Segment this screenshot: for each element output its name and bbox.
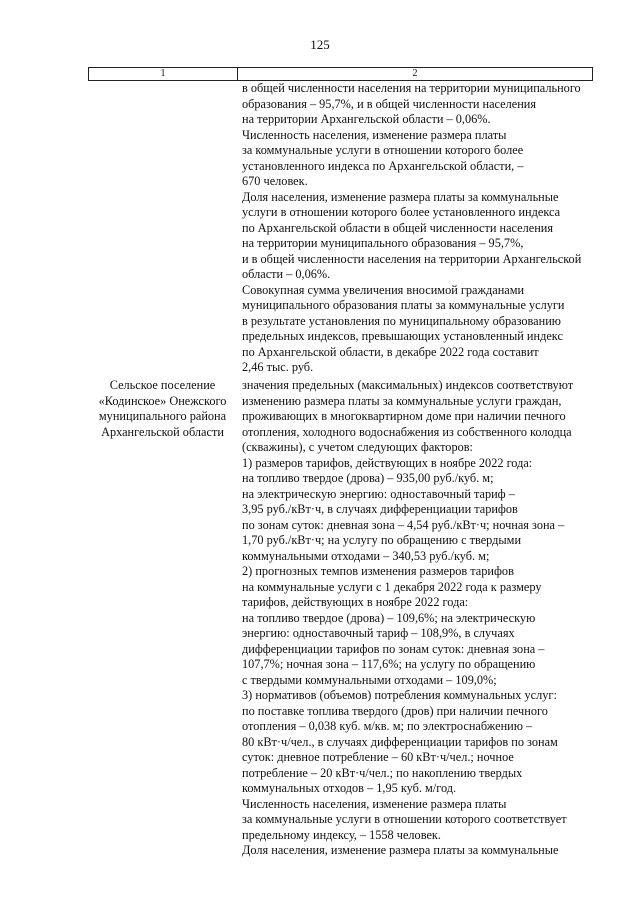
text-line: на коммунальные услуги с 1 декабря 2022 года к размеру [242, 579, 542, 594]
page-number: 125 [310, 37, 330, 52]
column-header-1: 1 [89, 68, 238, 81]
text-line: Доля населения, изменение размера платы за коммунальные [242, 189, 559, 204]
text-line: Численность населения, изменение размера платы [242, 796, 507, 811]
text-line: изменению размера платы за коммунальные услуги граждан, [242, 393, 562, 408]
text-line: 3) нормативов (объемов) потребления коммунальных услуг: [242, 688, 557, 702]
text-line: за коммунальные услуги в отношении которого более [242, 143, 524, 157]
text-line: 2,46 тыс. руб. [242, 360, 314, 374]
text-line: по зонам суток: дневная зона – 4,54 руб./кВт·ч; ночная зона – [242, 517, 565, 532]
text-line: суток: дневное потребление – 60 кВт·ч/чел.; ночное [242, 750, 514, 764]
text-line: (скважины), с учетом следующих факторов: [242, 440, 473, 454]
text-line: 1) размеров тарифов, действующих в ноябре 2022 года: [242, 455, 533, 470]
municipality-line: «Кодинское» Онежского [98, 393, 227, 408]
text-line: в результате установления по муниципальному образованию [242, 313, 561, 328]
municipality-line: Сельское поселение [109, 378, 216, 392]
municipality-name [90, 378, 235, 440]
text-line: 107,7%; ночная зона – 117,6%; на услугу по обращению [242, 657, 536, 671]
text-line: Доля населения, изменение размера платы за коммунальные [242, 843, 559, 857]
text-line: предельному индексу, – 1558 человек. [242, 827, 441, 842]
text-line: по поставке топлива твердого (дров) при наличии печного [242, 703, 548, 718]
text-line: на территории Архангельской области – 0,06%. [242, 112, 491, 126]
text-line: на топливо твердое (дрова) – 109,6%; на электрическую [242, 610, 536, 625]
text-line: в общей численности населения на территории муниципального [242, 81, 581, 95]
text-line: на топливо твердое (дрова) – 935,00 руб./куб. м; [242, 471, 494, 485]
text-line: по Архангельской области в общей численности населения [242, 220, 554, 235]
text-line: 3,95 руб./кВт·ч, в случаях дифференциации тарифов [242, 502, 518, 516]
text-line: муниципального образования платы за коммунальные услуги [242, 298, 565, 312]
municipality-line: муниципального района [98, 409, 227, 423]
text-line: на территории муниципального образования – 95,7%, [242, 236, 524, 250]
text-line: проживающих в многоквартирном доме при наличии печного [242, 409, 566, 423]
text-line: установленного индекса по Архангельской области, – [242, 158, 524, 173]
text-line: тарифов, действующих в ноябре 2022 года: [242, 595, 469, 609]
column-header-2: 2 [238, 68, 593, 81]
text-line: за коммунальные услуги в отношении которого соответствует [242, 812, 567, 826]
text-line: 1,70 руб./кВт·ч; на услугу по обращению с твердыми [242, 533, 522, 547]
text-line: отопления, холодного водоснабжения из собственного колодца [242, 424, 572, 439]
text-line: на электрическую энергию: одноставочный тариф – [242, 486, 515, 501]
text-line: значения предельных (максимальных) индексов соответствуют [242, 378, 574, 392]
text-line: энергию: одноставочный тариф – 108,9%, в случаях [242, 626, 515, 640]
text-line: образования – 95,7%, и в общей численности населения [242, 96, 537, 111]
text-line: коммунальных отходов – 1,95 куб. м/год. [242, 781, 457, 795]
text-line: 2) прогнозных темпов изменения размеров тарифов [242, 564, 514, 578]
text-line: коммунальными отходами – 340,53 руб./куб. м; [242, 548, 490, 563]
text-line: с твердыми коммунальными отходами – 109,0%; [242, 672, 497, 687]
municipality-line: Архангельской области [101, 424, 224, 439]
text-line: Численность населения, изменение размера платы [242, 127, 507, 142]
text-line: и в общей численности населения на территории Архангельской [242, 251, 582, 266]
text-line: области – 0,06%. [242, 267, 331, 281]
continued-description-text [242, 81, 600, 376]
text-line: отопления – 0,038 куб. м/кв. м; по электроснабжению – [242, 719, 533, 733]
text-line: предельных индексов, превышающих установленный индекс [242, 329, 563, 343]
text-line: дифференциации тарифов по зонам суток: дневная зона – [242, 641, 545, 656]
text-line: 80 кВт·ч/чел., в случаях дифференциации тарифов по зонам [242, 734, 558, 749]
text-line: 670 человек. [242, 174, 308, 188]
text-line: Совокупная сумма увеличения вносимой гражданами [242, 282, 525, 297]
text-line: потребление – 20 кВт·ч/чел.; по накоплению твердых [242, 765, 523, 780]
index-description-text [242, 378, 600, 859]
column-header-table [88, 67, 593, 81]
text-line: по Архангельской области, в декабре 2022 года составит [242, 344, 539, 359]
text-line: услуги в отношении которого более установленного индекса [242, 205, 561, 219]
